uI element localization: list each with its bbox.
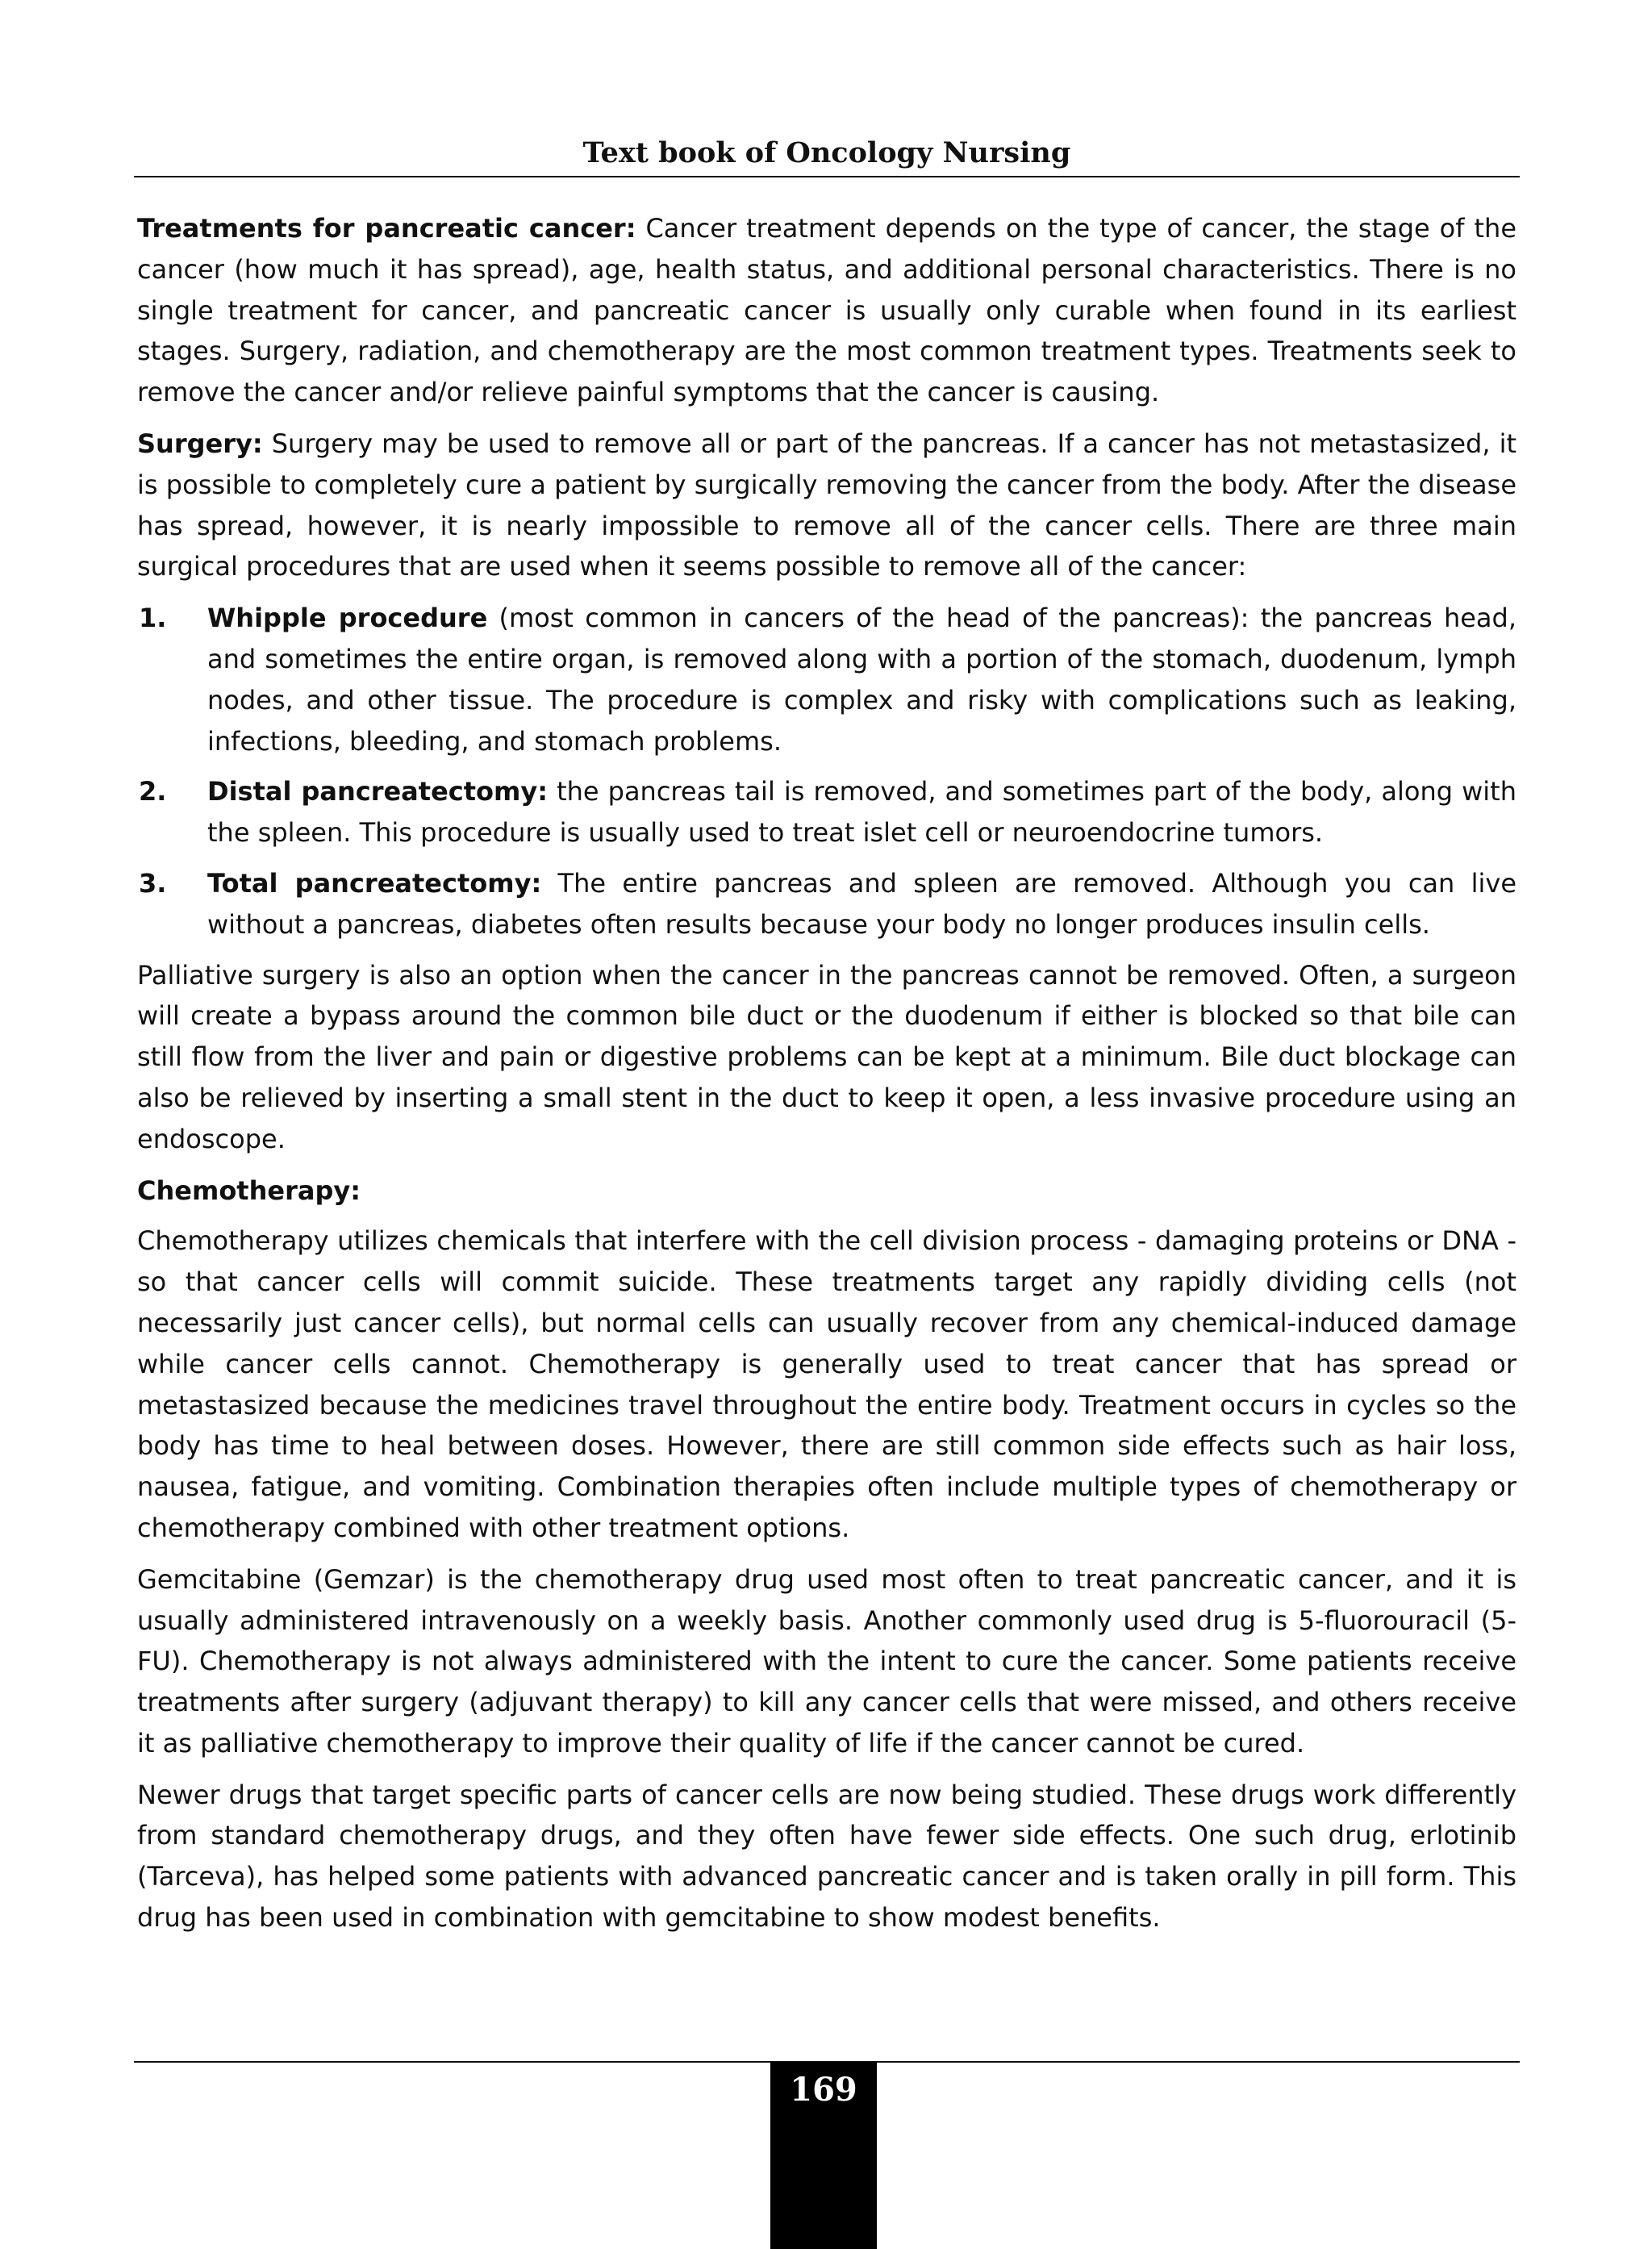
page-number: 169 bbox=[770, 2062, 877, 2249]
list-item-text: (most common in cancers of the head of the pancreas): the pancreas head, and sometimes the entire organ, is removed along with a portion of the stomach, duodenum, lymph nodes, and other tissue. The procedure is complex and risky with complications such as leaking, infections, bleeding, and stomach problems. bbox=[207, 603, 1516, 757]
paragraph-palliative: Palliative surgery is also an option when the cancer in the pancreas cannot be removed. Often, a surgeon will create a bypass around the common bile duct or the duodenum if either is blocked so that bile can still flow from the liver and pain or digestive problems can be kept at a minimum. Bile duct blockage can also be relieved by inserting a small stent in the duct to keep it open, a less invasive procedure using an endoscope. bbox=[137, 959, 1516, 1154]
surgery-text: Surgery may be used to remove all or part of the pancreas. If a cancer has not metastasized, it is possible to completely cure a patient by surgically removing the cancer from the body. After the disease has spread, however, it is nearly impossible to remove all of the cancer cells. There are three main surgical procedures that are used when it seems possible to remove all of the cancer: bbox=[137, 428, 1516, 582]
list-item-term: Total pancreatectomy: bbox=[207, 867, 542, 899]
list-item-number: 2. bbox=[139, 776, 167, 807]
chemotherapy-heading: Chemotherapy: bbox=[137, 1175, 361, 1206]
paragraph-surgery bbox=[137, 424, 1516, 587]
list-item bbox=[137, 863, 1516, 945]
surgery-heading: Surgery: bbox=[137, 428, 263, 459]
list-item-number: 1. bbox=[139, 603, 167, 634]
list-item bbox=[137, 771, 1516, 853]
treatments-heading: Treatments for pancreatic cancer: bbox=[137, 213, 636, 244]
header-rule bbox=[134, 176, 1520, 177]
page-body bbox=[137, 208, 1516, 1949]
paragraph-chemotherapy-3: Newer drugs that target specific parts of cancer cells are now being studied. These drugs work differently from standard chemotherapy drugs, and they often have fewer side effects. One such drug, erlotinib (Tarceva), has helped some patients with advanced pancreatic cancer and is taken orally in pill form. This drug has been used in combination with gemcitabine to show modest benefits. bbox=[137, 1779, 1516, 1934]
list-item-text: the pancreas tail is removed, and sometimes part of the body, along with the spleen. This procedure is usually used to treat islet cell or neuroendocrine tumors. bbox=[207, 776, 1517, 849]
list-item bbox=[137, 598, 1516, 761]
list-item-term: Whipple procedure bbox=[207, 603, 488, 634]
paragraph-chemotherapy-1: Chemotherapy utilizes chemicals that interfere with the cell division process - damaging proteins or DNA - so that cancer cells will commit suicide. These treatments target any rapidly dividing cells (not necessarily just cancer cells), but normal cells can usually recover from any chemical-induced damage while cancer cells cannot. Chemotherapy is generally used to treat cancer that has spread or metastasized because the medicines travel throughout the entire body. Treatment occurs in cycles so the body has time to heal between doses. However, there are still common side effects such as hair loss, nausea, fatigue, and vomiting. Combination therapies often include multiple types of chemotherapy or chemotherapy combined with other treatment options. bbox=[137, 1225, 1516, 1543]
list-item-term: Distal pancreatectomy: bbox=[207, 776, 549, 807]
running-header-title: Text book of Oncology Nursing bbox=[582, 136, 1071, 169]
paragraph-chemotherapy-2: Gemcitabine (Gemzar) is the chemotherapy drug used most often to treat pancreatic cancer, and it is usually administered intravenously on a weekly basis. Another commonly used drug is 5-fluorouracil (5-FU). Chemotherapy is not always administered with the intent to cure the cancer. Some patients receive treatments after surgery (adjuvant therapy) to kill any cancer cells that were missed, and others receive it as palliative chemotherapy to improve their quality of life if the cancer cannot be cured. bbox=[137, 1563, 1516, 1759]
procedure-list bbox=[137, 598, 1516, 945]
treatments-text: Cancer treatment depends on the type of cancer, the stage of the cancer (how much it has spread), age, health status, and additional personal characteristics. There is no single treatment for cancer, and pancreatic cancer is usually only curable when found in its earliest stages. Surgery, radiation, and chemotherapy are the most common treatment types. Treatments seek to remove the cancer and/or relieve painful symptoms that the cancer is causing. bbox=[137, 213, 1517, 408]
list-item-number: 3. bbox=[139, 867, 167, 899]
list-item-text: The entire pancreas and spleen are removed. Although you can live without a pancreas, diabetes often results because your body no longer produces insulin cells. bbox=[207, 867, 1517, 940]
paragraph-treatments bbox=[137, 208, 1516, 413]
